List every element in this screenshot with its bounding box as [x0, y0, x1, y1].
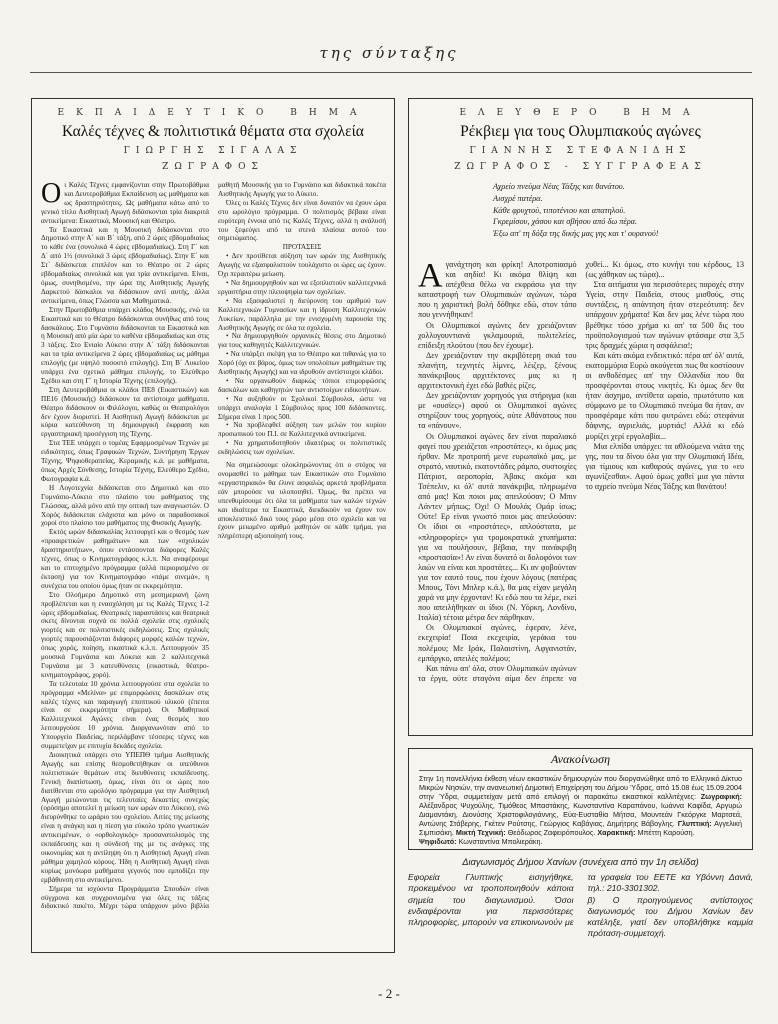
- right-paragraph: γανάχτηση και φρίκη! Αποτροπιασμό και αηδία! Κι ακόμα θλίψη και απέχθεια θέλω να εκφράσω για την καταστροφή των Ολυμπιακών αγώνων, τώρα που η χαριστική βολή δόθηκε εδώ, στον τόπο που γεννήθηκαν!: [418, 259, 577, 320]
- contest-paragraph: Εφορεία Γλυπτικής εισηγήθηκε, προκειμένου να τροποποιηθούν κάποια σημεία του διαγωνισμού. Όσοι ενδιαφέρονται για περισσότερες πληροφορίες, μπορούν να επικοινωνούν με τα γραφεία του ΕΕΤΕ κα Υβόννη Δανιά, τηλ.: 210-3301302.: [408, 872, 753, 928]
- proposal-item: • Να εξασφαλιστεί η διεύρυνση του αριθμού των Καλλιτεχνικών Γυμνασίων και η ίδρυση Καλλιτεχνικών Λυκείων, παράλληλα με την ενισχυμένη παρουσία της Αισθητικής Αγωγής σε όλα τα σχολεία.: [218, 296, 386, 332]
- sculpture-label: Γλυπτική:: [677, 819, 712, 828]
- engraving-label: Χαρακτική:: [597, 828, 636, 837]
- engraving-artists: Μπέττη Καρούση.: [637, 828, 695, 837]
- epigraph-poem: [493, 181, 752, 240]
- left-paragraph: Στη Δευτεροβάθμια οι κλάδοι ΠΕ8 (Εικαστικών) και ΠΕ16 (Μουσικής) διδάσκουν τα αντίστοιχα μαθήματα. Θέατρο διδάσκουν οι Φιλόλογοι, καθώς οι Θεατρολόγοι δεν έχουν διοριστεί. Η Αισθητική Αγωγή διδάσκεται με κύρια κατεύθυνση τη δημιουργική έκφραση και εργαστηριακή προσέγγιση της Τέχνης.: [41, 385, 209, 439]
- mixed-technique-label: Μικτή Τεχνική:: [455, 828, 506, 837]
- left-paragraph: Τα Εικαστικά και η Μουσική διδάσκονται στο Δημοτικό στην Α΄ και Β΄ τάξη, από 2 ώρες εβδομαδιαίως το κάθε ένα (συνολικά 4 ώρες εβδομαδιαίως). Στη Γ΄ και Δ΄ από 1½ (συνολικά 3 ώρες εβδομαδιαίως). Στην Ε΄ και Στ΄ διδάσκεται επιπλέον και το Θέατρο σε 2 ώρες εβδομαδιαίως συνολικά και για τρία αντικείμενα. Είναι, όμως, συνηθισμένο, την ώρα της Αισθητικής Αγωγής Δαρκετού δάσκαλοι να διδάσκουν αντί αυτής, άλλα αντικείμενα, όπως Γλώσσα και Μαθηματικά.: [41, 225, 209, 305]
- right-dropcap: Α: [418, 256, 443, 294]
- right-paragraph: Μια ελπίδα υπάρχει: τα αθλούμενα νιάτα της γης, που τα δίνου όλα για την Ολυμπιακή Ιδέα, για τίμιους και καθαρούς αγώνες, για το «ευ αγωνίζεσθαι». Αφού όμως χαθεί μια για πάντα το αχρείο πνεύμα Νέας Τάξης και θανάτου!: [585, 441, 744, 492]
- left-paragraph: Η Λογοτεχνία διδάσκεται στο Δημοτικό και στο Γυμνάσιο-Λύκειο στο πλαίσιο του μαθήματος της Γλώσσας, αλλά μόνο από την οπτική των αναγνωστών. Ο Χορός διδάσκεται ελάχιστα και μόνο οι παραδοσιακοί χοροί στο πλαίσιο του μαθήματος της Φυσικής Αγωγής.: [41, 483, 209, 528]
- left-paragraph: Διοικητικά υπάρχει στο ΥΠΕΠΘ τμήμα Αισθητικής Αγωγής και επίσης θεσμοθετήθηκαν οι υπεύθυνοι πολιτιστικών θεμάτων στις διευθύνσεις εκπαίδευσης. Γενική διαπίστωση, όμως, είναι ότι οι ώρες που διατίθενται στο ωρολόγιο πρόγραμμα για την Αισθητική Αγωγή μειώνονται τις τελευταίες δεκαετίες συνεχώς (ορόσημο αποτελεί η μείωση των ωρών στο Λύκειο), ενώ διευρύνθηκε το ωράριο του σχολείου. Αιτίες της μείωσης είναι η ανάγκη και η πίεση για εύκολο τρόπο γνωστικών αντικειμένων, ο «ορθολογικός» προσανατολισμός της εκπαίδευσης και η σύνδεσή της με τις ανάγκες της οικονομίας και η αντίληψη ότι η Αισθητική Αγωγή είναι μάθημα χαμηλού κόρους. Ήδη η Αισθητική Αγωγή είναι κυρίως μονόωρα μαθήματα γεγονός που εμποδίζει την εμβάθυνση στο αντικείμενο.: [41, 751, 209, 884]
- proposal-item: • Να υπάρξει σκέψη για το Θέατρο και πιθανώς για το Χορό (όχι σε βάρος, όμως των υπολοίπων μαθημάτων της Αισθητικής Αγωγής) και να ιδρυθούν αντίστοιχοι κλάδοι.: [218, 350, 386, 377]
- right-author: ΓΙΑΝΝΗΣ ΣΤΕΦΑΝΙΔΗΣ: [469, 146, 692, 156]
- right-paragraph: Οι Ολυμπιακοί αγώνες, έφεραν, λένε, εκεχειρία! Ποια εκεχειρία, γεράκια του πολέμου; Με Ιράκ, Παλαιστίνη, Αφγανιστάν, εμπάργκο, απειλές πολέμου;: [418, 623, 577, 663]
- mosaic-artists: Κωνσταντίνα Μπολιεράκη.: [458, 837, 543, 846]
- painting-label: Ζωγραφική:: [700, 792, 742, 801]
- proposal-item: • Να δημιουργηθούν και να εξοπλιστούν καλλιτεχνικά εργαστήρια στην πλειοψηφία των σχολείων.: [218, 278, 386, 296]
- announcement-title: Ανακοίνωση: [550, 752, 611, 766]
- left-author: ΓΙΩΡΓΗΣ ΣΙΓΑΛΑΣ: [123, 146, 303, 156]
- announcement-box: [408, 748, 753, 850]
- proposal-item: • Να οργανωθούν διαρκώς τόπιοι επιμορφώσεις δασκάλων και καθηγητών των αντιστοίχων ειδικοτήτων.: [218, 376, 386, 394]
- left-section-label: ΕΚΠΑΙΔΕΥΤΙΚΟ ΒΗΜΑ: [57, 108, 369, 118]
- proposal-item: • Να χρηματοδοτηθούν ιδιαιτέρως οι πολιτιστικές εκδηλώσεις των σχολείων.: [218, 439, 386, 457]
- contest-title: Διαγωνισμός Δήμου Χανίων (συνέχεια από την 1η σελίδα): [462, 857, 699, 867]
- contest-paragraph: β) Ο προηγούμενος αντίστοιχος διαγωνισμός του Δήμου Χανίων δεν κατέληξε, γιατί δεν υποβλήθηκε καμμία πρόταση-συμμετοχή.: [587, 894, 753, 939]
- poem-line: Κάθε φρυχτού, τιποτένιου και απατηλού.: [493, 205, 626, 215]
- right-paragraph: Και πάνω απ' όλα, στον Ολυμπιακών αγώνων τα έργα, ούτε σταγόνα αίμα δεν έπρεπε να χυθεί... Κι όμως, στο κυνήγι του κέρδους, 13 (ως χάθηκαν ως τώρα)...: [418, 259, 744, 683]
- left-paragraph: Στην Πρωτοβάθμια υπάρχει κλάδος Μουσικής, ενώ τα Εικαστικά και το Θέατρο διδάσκονται συνήθως από τους δασκάλους. Στο Γυμνάσιο διδάσκονται τα Εικαστικά και η Μουσική από μία ώρα το καθένα εβδομαδιαίως και στις 3 τάξεις. Στο Ενιαίο Λύκειο στην Α΄ τάξη διδάσκονται και τα τρία αντικείμενα 2 ώρες εβδομαδιαίως ως μάθημα επιλογής (με υψηλό ποσοστό επιλογής). Στη Β΄ Λυκείου υπάρχει ένα σχετικό μάθημα επιλογής, το Ελεύθερο Σχέδιο και στη Γ΄ η Ιστορία Τέχνης (επιλογής).: [41, 305, 209, 385]
- proposal-item: • Να προβλεφθεί αύξηση των μελών του κυρίου προσωπικού του Π.Ι. σε Καλλιτεχνικά αντικείμενα.: [218, 421, 386, 439]
- mixed-technique-artists: Θεόδωρος Ζαφειρόπουλος.: [507, 828, 596, 837]
- proposals-heading: ΠΡΟΤΑΣΕΙΣ: [282, 243, 322, 252]
- right-article-title: Ρέκβιεμ για τους Ολυμπιακούς αγώνες: [460, 123, 701, 140]
- announcement-body: [409, 774, 752, 846]
- left-article-body: [32, 173, 394, 921]
- left-paragraph: Εκτός ωρών διδασκαλίας λειτουργεί και ο θεσμός των «προαιρετικών μαθημάτων» και των «σχολικών δραστηριοτήτων», όπου εντάσσονται διάφορες Καλές τέχνες, όπως ο Κινηματογράφος κ.λ.π. Να αναφέρουμε και το επιτυχημένο πρόγραμμα (αλλά περιορισμένο σε έκταση) για τον Κινηματογράφο «πάμε σινεμά», η συνέχεια του οποίου όμως ήταν σε εκκρεμότητα.: [41, 528, 209, 590]
- left-article-title: Καλές τέχνες & πολιτιστικά θέματα στα σχολεία: [62, 123, 364, 140]
- announcement-rule: [419, 770, 742, 771]
- proposal-item: • Να δημιουργηθούν οργανικές θέσεις στο Δημοτικό για τους καθηγητές Καλλιτεχνικών.: [218, 332, 386, 350]
- right-section-label: ΕΛΕΥΘΕΡΟ ΒΗΜΑ: [459, 108, 702, 118]
- left-paragraph: Στο Ολοήμερο Δημοτικό στη μεσημεριανή ζώνη προβλέπεται και η ενασχόληση με τις Καλές Τέχνες 1-2 ώρες εβδομαδιαίως. Θεατρικές παραστάσεις και θεατρικά σκετς δίνονται συχνά σε πολλά σχολεία στις σχολικές γιορτές και σε πολιτιστικές εκδηλώσεις. Στις σχολικές γιορτές παρουσιάζονται διάφορες μορφές καλών τεχνών, όπως χορός, ποίηση, εικαστικά κ.λ.π. Λειτουργούν 35 μουσικά Γυμνάσια και Λύκεια και 2 καλλιτεχνικά Γυμνάσια με 3 κατευθύνσεις (εικαστικά, θέατρο-κινηματογράφος, χορό).: [41, 590, 209, 679]
- left-paragraph: Σήμερα τα ισχύοντα Προγράμματα Σπουδών είναι σύγχρονα και συγχρονισμένα για όλες τις τάξεις διδακτικό πακέτο. Μέχρι τώρα υπάρχουν μόνο βιβλία μαθητή Μουσικής για το Γυμνάσιο και διδακτικά πακέτα Αισθητικής Αγωγής για το Λύκειο.: [41, 181, 386, 911]
- left-paragraph: ι Καλές Τέχνες εμφανίζονται στην Πρωτοβάθμια και Δευτεροβάθμια Εκπαίδευση ως μαθήματα και ως δραστηριότητες. Ως μαθήματα κάτω από το γενικό τίτλο Αισθητική Αγωγή διδάσκονται τρία διακριτά αντικείμενα: Εικαστικά, Μουσική και Θέατρο.: [41, 181, 209, 225]
- right-article-box: [408, 98, 753, 736]
- right-paragraph: Στα αιτήματα για περισσότερες παροχές στην Υγεία, στην Παιδεία, στους μισθούς, στις συντάξεις, η απάντηση ήταν στερεότυπη: δεν υπάρχουν χρήματα! Και δεν μας λένε τώρα που βρέθηκε τόσο χρήμα κι απ' τα 500 δις του προϋπολογισμού των αγώνων φτάσαμε στα 3,5 τρις δραχμές χώρια η ασφάλεια!;: [585, 280, 744, 350]
- mosaic-label: Ψηφιδωτό:: [419, 837, 457, 846]
- page-number: - 2 -: [378, 986, 400, 1001]
- right-paragraph: Δεν χρειάζονταν την ακριβότερη σκιά του πλανήτη, τεχνητές λίμνες, λέιζερ, ξένους πανάκριβους αρχιτέκτονες μας κι η αρχιτεκτονική έχει εδώ βαθιές ρίζες.: [418, 350, 577, 391]
- announcement-intro: Στην 1η πανελλήνια έκθεση νέων εικαστικών δημιουργών που διοργανώθηκε από το Ελληνικό Δίκτυο Μικρών Νησιών, την ανανεωτική Δημοτική Επιχείρηση του Δήμου Ύδρας, από 15.08 έως 15.09.2004 στην Ύδρα, συμμετείχαν μετά από επιλογή οι παρακάτω εικαστικοί καλλιτέχνες:: [419, 774, 742, 801]
- poem-line: Αισχρέ πατέρα.: [493, 193, 543, 203]
- left-paragraph: Τα τελευταία 10 χρόνια λειτουργούσε στα σχολεία το πρόγραμμα «Μελίνα» με επιμορφώσεις δασκάλων στις καλές τέχνες και παραγωγή εποπτικού υλικού (έπειτα είναι σε εκκρεμότητα σήμερα). Οι Μαθητικοί Καλλιτεχνικοί Αγώνες είναι ένας θεσμός που λειτουργούσε 10 χρόνια. Διοργανωνόταν από το Υπουργείο Παιδείας, περιλάμβανε τέσσερις τέχνες και συμμετείχαν με επιτυχία δεκάδες σχολεία.: [41, 679, 209, 751]
- right-paragraph: Δεν χρειάζονταν χορηγούς για στήριγμα (και με «ουσίες») αφού οι Ολυμπιακοί αγώνες στηρίζουν τους χορηγούς, ούτε Αθάνατους που τα «πάνουν».: [418, 391, 577, 431]
- right-author-role: ΖΩΓΡΑΦΟΣ - ΣΥΓΓΡΑΦΕΑΣ: [454, 162, 707, 172]
- contest-body: [408, 872, 753, 940]
- left-paragraph: Στα ΤΕΕ υπάρχει ο τομέας Εφαρμοσμένων Τεχνών με ειδικότητες, όπως Γραφικών Τεχνών, Συντήρηση Έργων Τέχνης, Ψηφιοθεραπείας, Κεραμικής κ.ά. με μαθήματα, όπως Αρχές Σύνθεσης, Ιστορία Τέχνης, Ελεύθερο Σχέδιο, Φωτογραφία κ.ά.: [41, 439, 209, 483]
- page-section-title: της σύνταξης: [319, 44, 459, 62]
- left-dropcap: Ο: [41, 178, 62, 209]
- painting-artists: Αλέξανδρος Ψυχούλης, Τιμόθεος Μπαστάκης, Κωνσταντίνα Καραπάνου, Ιωάννα Καφίδα, Αργυρώ Διαμαντάκη, Διονύσης Χριστοφιλογιάννης, Εύα-Ευσταθία Μήτσα, Μουντεάν Γκεόργκε Μαρτσεά, Αντώνης Στάβερης, Γκέτεν Ρούτσης, Γεώργιος Καβάγιας, Δημήτρης Βάβογλης.: [419, 801, 742, 828]
- poem-line: Αχρείο πνεύμα Νέας Τάξης και θανάτου.: [493, 182, 625, 191]
- right-paragraph: Οι Ολυμπιακοί αγώνες δεν χρειάζονταν χολλυγουντιανά γκλαμουριά, πολιτελείες, επίδειξη πλούτου (που δεν έχουμε).: [418, 320, 577, 350]
- right-paragraph: Οι Ολυμπιακοί αγώνες δεν είναι παραλιακό φαγεί που χρειάζεται «προστάτες», κι όμως μας ήρθαν. Με προτροπή μενε ευρωπαϊκό μας, με στρατό, ναυτικό, εκατοντάδες ράμπο, συστοιχίες Πάτριοτ, αεροπορία, Άβακς ακόμα και Τσέπελιν, κι όλ' αυτά πανάκριβα, πληρωμένα από μας! Και ποιοι μας απειλούσαν; Ο Μπιν Λάντεν μήπως; Όχι! Ο Μουλάς Ομάρ ίσως; Ούτε! Ερ είναι γνωστό ποιοι μας απειλούσαν: Οι ίδιοι οι «προστάτες», απλούστατα, με «πληροφορίες» για τρομοκρατικά χτυπήματα: για να πουλήσουν, βέβαια, την πανάκριβη «προστασία»! Αν είναι δυνατό οι δολοφόνοι των λαών να είναι και προστάτες... Κι αν φοβούνταν για τον εαυτό τους, που έχουν λόγους (πατέρας Μπους, Τόνι Μπλερ κ.ά.), θα μας είχαν μεγάλη χαρά να μην έρχονταν! Κι εδώ που τα λέμε, εκεί που απειλήθηκαν οι ίδιοι (Ν. Υόρκη, Λονδίνο, Ιταλία) τέτοια μέτρα δεν πάρθηκαν.: [418, 431, 577, 623]
- header-rule: [30, 72, 752, 73]
- left-paragraph: Όλες οι Καλές Τέχνες δεν είναι δυνατόν να έχουν ώρα στο ωρολόγιο πρόγραμμα. Ο πολιτισμός βέβαια είναι ευρύτερη έννοια από τις Καλές Τέχνες, αλλά η ανάλυσή του ξεφεύγει από τα στενά πλαίσια αυτού του σημειώματος.: [218, 198, 386, 243]
- sculpture-artists: Αγγελική Σιμπισάκη.: [419, 819, 742, 837]
- poem-line: Έξω απ' τη δόξα της δικής μας γης και τ' ουρανού!: [493, 229, 659, 239]
- left-article-box: [31, 98, 395, 953]
- proposal-item: • Να αυξηθούν οι Σχολικοί Σύμβουλοι, ώστε να υπάρχει αναλογία 1 Σύμβουλος προς 100 διδάσκοντες. Σήμερα είναι 1 προς 500.: [218, 394, 386, 421]
- right-article-body: [409, 252, 752, 692]
- proposal-item: • Δεν προτίθεται αύξηση των ωρών της Αισθητικής Αγωγής να εξασφαλιστούν τουλάχιστο οι ώρες ως έχουν. Όχι περαιτέρω μείωση.: [218, 252, 386, 279]
- right-paragraph: Και κάτι ακόμα ενδεικτικό: πέρα απ' όλ' αυτά, εκατομμύρια Ευρώ ακούγεται πως θα κοστίσουν οι ανθοδέσμες απ' την Ολλανδία που θα προσφέρονται στους νικητές. Κι όμως δεν θα ήταν άσχημο, αντίθετα ωραίο, πρωτότυπο και σύμφωνο με το Ολυμπιακό πνεύμα θα ήταν, αν προσφέραμε κάτι που φυτρώνει εδώ: στεφάνια δάφνης, αγριελιάς, μυρτιάς! Αλλά κι εδώ μυρίζει χερί εργολαβία...: [585, 350, 744, 441]
- closing-paragraph: Να σημειώσουμε ολοκληρώνοντας ότι ο στόχος να ονομασθεί το μάθημα των Εικαστικών στο Γυμνάσιο «εργαστηριακό» θα έλυνε ασφαλώς αρκετά προβλήματα εάν μπορούσε να υλοποιηθεί. Όμως, θα πρέπει να υπενθυμίσουμε ότι όλα τα μαθήματα των καλών τεχνών και ιδιαίτερα τα Εικαστικά, διεκδικούν να έχουν τον αποκλειστικό δικό τους χώρο μέσα στο σχολείο και να έχουν μειωμένο αριθμό μαθητών σε κάθε τμήμα, για πληρέστερη αξιοποίησή τους.: [218, 461, 386, 541]
- poem-line: Γκρεμίσου, χάσου και σβήσου από δω πέρα.: [493, 217, 638, 227]
- left-author-role: ΖΩΓΡΑΦΟΣ: [162, 162, 264, 172]
